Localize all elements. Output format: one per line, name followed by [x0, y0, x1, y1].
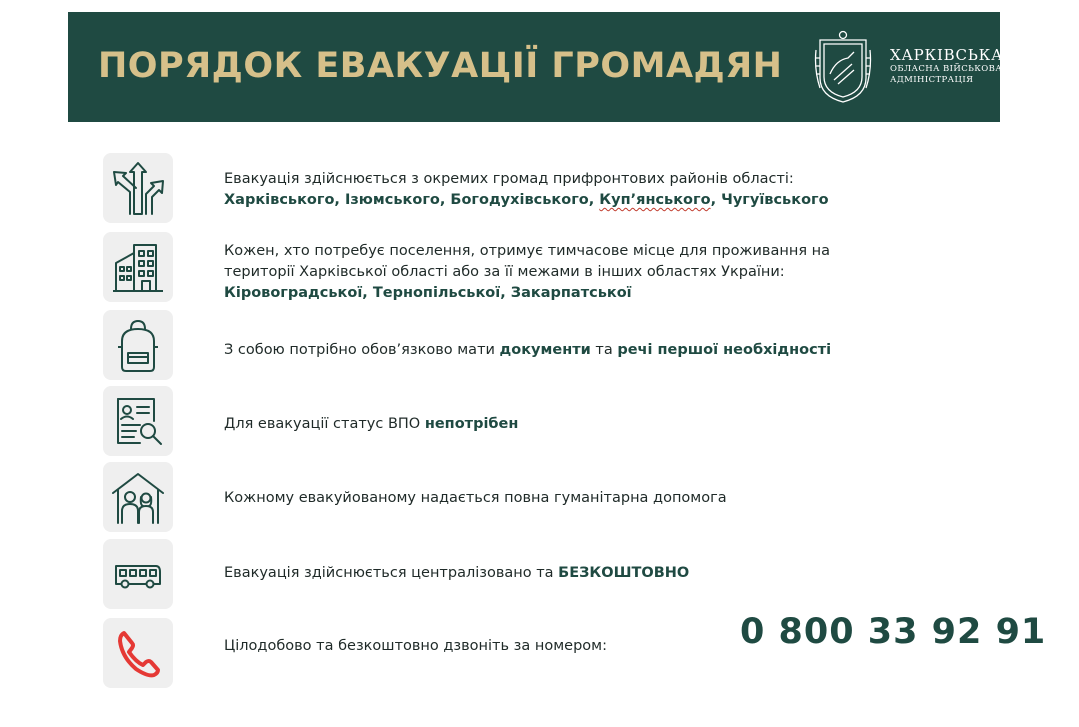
- icon-tile: [103, 310, 173, 380]
- item-line: території Харківської області або за її межами в інших областях України:: [224, 264, 785, 280]
- hotline-number[interactable]: 0 800 33 92 91: [740, 612, 1047, 652]
- org-subtitle-line1: ОБЛАСНА ВІЙСЬКОВА: [890, 64, 1003, 74]
- item-line: Кожен, хто потребує поселення, отримує тимчасове місце для проживання на: [224, 243, 831, 259]
- icon-tile: [103, 618, 173, 688]
- directions-arrows-icon: [110, 160, 166, 216]
- item-text-part: та: [590, 342, 618, 358]
- icon-tile: [103, 462, 173, 532]
- house-people-icon: [110, 469, 166, 525]
- org-name: ХАРКІВСЬКА: [890, 46, 1004, 64]
- district-kupiansk: Куп’янського: [599, 192, 711, 208]
- oblast-emblem-icon: [814, 30, 872, 104]
- icon-tile: [103, 232, 173, 302]
- phone-icon: [110, 625, 166, 681]
- icon-tile: [103, 539, 173, 609]
- item-text-part: Евакуація здійснюється централізовано та: [224, 565, 559, 581]
- item-text: [224, 241, 830, 304]
- org-subtitle-line2: АДМІНІСТРАЦІЯ: [890, 75, 974, 85]
- org-block: [890, 47, 1003, 86]
- item-text: Кожному евакуйованому надається повна гуманітарна допомога: [224, 490, 727, 506]
- bus-icon: [110, 546, 166, 602]
- item-text: Цілодобово та безкоштовно дзвоніть за номером:: [224, 638, 607, 654]
- highlight-free: БЕЗКОШТОВНО: [558, 565, 690, 581]
- buildings-icon: [110, 239, 166, 295]
- highlight-essentials: речі першої необхідності: [617, 342, 832, 358]
- districts-part: Харківського, Ізюмського, Богодухівського,: [224, 192, 600, 208]
- item-text: [224, 340, 831, 361]
- highlight-not-required: непотрібен: [424, 416, 519, 432]
- item-text: [224, 563, 689, 584]
- backpack-icon: [110, 317, 166, 373]
- districts-list: [224, 190, 829, 211]
- item-text: [224, 414, 518, 435]
- item-line: Евакуація здійснюється з окремих громад прифронтових районів області:: [224, 171, 794, 187]
- regions-list: Кіровоградської, Тернопільської, Закарпатської: [224, 285, 632, 301]
- document-search-icon: [110, 393, 166, 449]
- item-text: [224, 169, 829, 211]
- districts-part: , Чугуївського: [710, 192, 829, 208]
- icon-tile: [103, 386, 173, 456]
- highlight-documents: документи: [499, 342, 591, 358]
- page-title: ПОРЯДОК ЕВАКУАЦІЇ ГРОМАДЯН: [98, 46, 783, 86]
- item-text-part: Для евакуації статус ВПО: [224, 416, 425, 432]
- icon-tile: [103, 153, 173, 223]
- header-banner: [68, 12, 1004, 122]
- item-text-part: З собою потрібно обов’язково мати: [224, 342, 500, 358]
